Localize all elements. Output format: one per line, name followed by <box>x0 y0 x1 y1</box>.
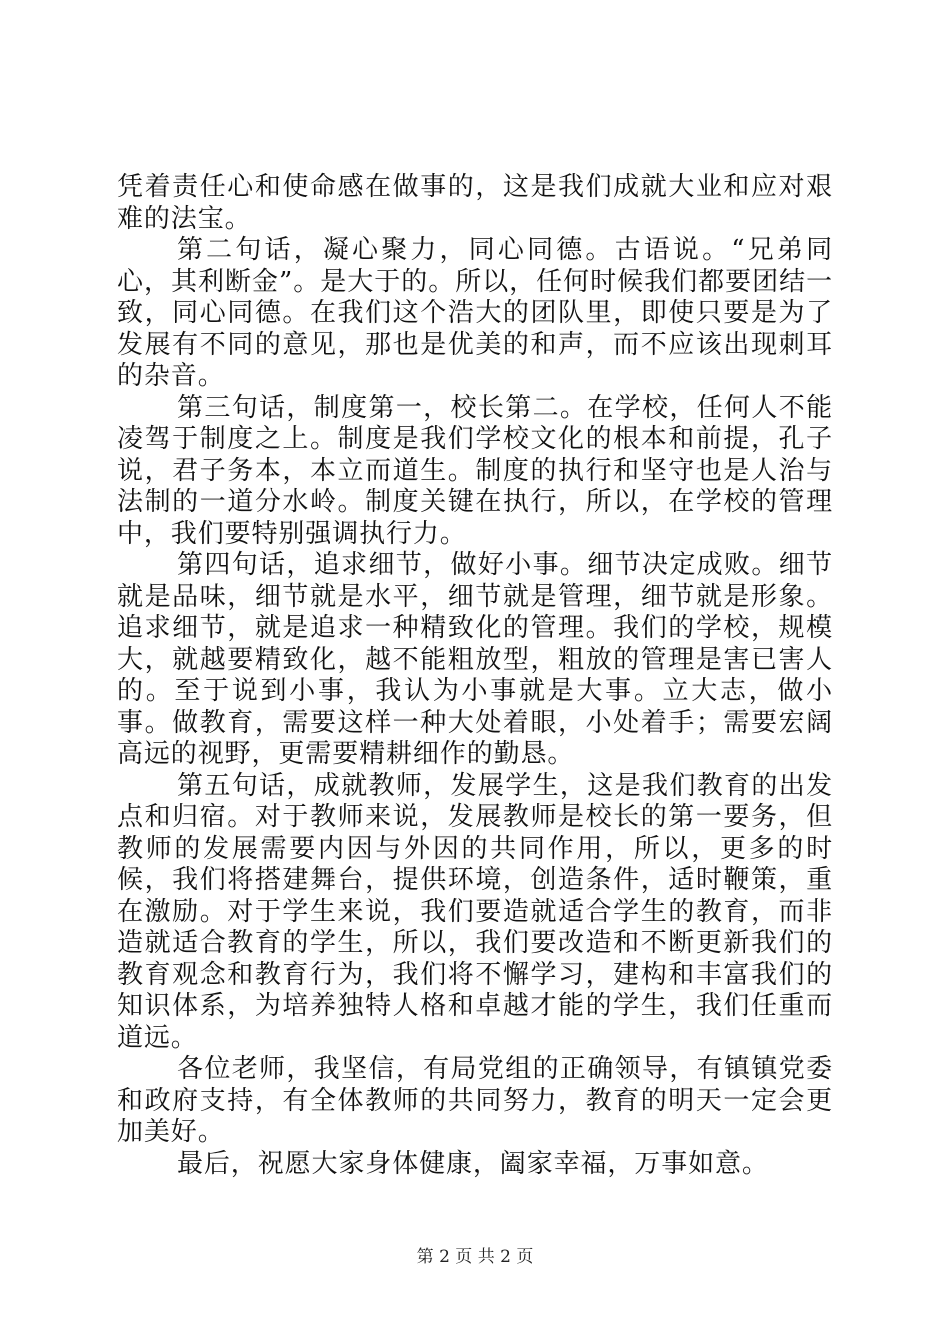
paragraph-closing-wishes: 最后，祝愿大家身体健康，阖家幸福，万事如意。 <box>177 1148 769 1179</box>
paragraph-fifth-point: 第五句话，成就教师，发展学生，这是我们教育的出发点和归宿。对于教师来说，发展教师是校长的第一要务，但教师的发展需要内因与外因的共同作用，所以，更多的时候，我们将搭建舞台，提供环境，创造条件，适时鞭策，重在激励。对于学生来说，我们要造就适合学生的教育，而非造就适合教育的学生，所以，我们要改造和不断更新我们的教育观念和教育行为，我们将不懈学习，建构和丰富我们的知识体系，为培养独特人格和卓越才能的学生，我们任重而道远。 <box>117 770 833 1053</box>
paragraph-conviction: 各位老师，我坚信，有局党组的正确领导，有镇镇党委和政府支持，有全体教师的共同努力，教育的明天一定会更加美好。 <box>117 1054 833 1147</box>
document-body <box>117 172 833 1180</box>
paragraph-continuation: 凭着责任心和使命感在做事的，这是我们成就大业和应对艰难的法宝。 <box>117 172 833 234</box>
paragraph-third-point: 第三句话，制度第一，校长第二。在学校，任何人不能凌驾于制度之上。制度是我们学校文化的根本和前提，孔子说，君子务本，本立而道生。制度的执行和坚守也是人治与法制的一道分水岭。制度关键在执行，所以，在学校的管理中，我们要特别强调执行力。 <box>117 392 833 549</box>
paragraph-fourth-point: 第四句话，追求细节，做好小事。细节决定成败。细节就是品味，细节就是水平，细节就是管理，细节就是形象。追求细节，就是追求一种精致化的管理。我们的学校，规模大，就越要精致化，越不能粗放型，粗放的管理是害已害人的。至于说到小事，我认为小事就是大事。立大志，做小事。做教育，需要这样一种大处着眼，小处着手；需要宏阔高远的视野，更需要精耕细作的勤恳。 <box>117 550 833 769</box>
page-number-footer: 第 2 页 共 2 页 <box>416 1247 534 1267</box>
paragraph-second-point: 第二句话，凝心聚力，同心同德。古语说。“兄弟同心，其利断金”。是大于的。所以，任何时候我们都要团结一致，同心同德。在我们这个浩大的团队里，即使只要是为了发展有不同的意见，那也是优美的和声，而不应该出现刺耳的杂音。 <box>117 235 833 391</box>
